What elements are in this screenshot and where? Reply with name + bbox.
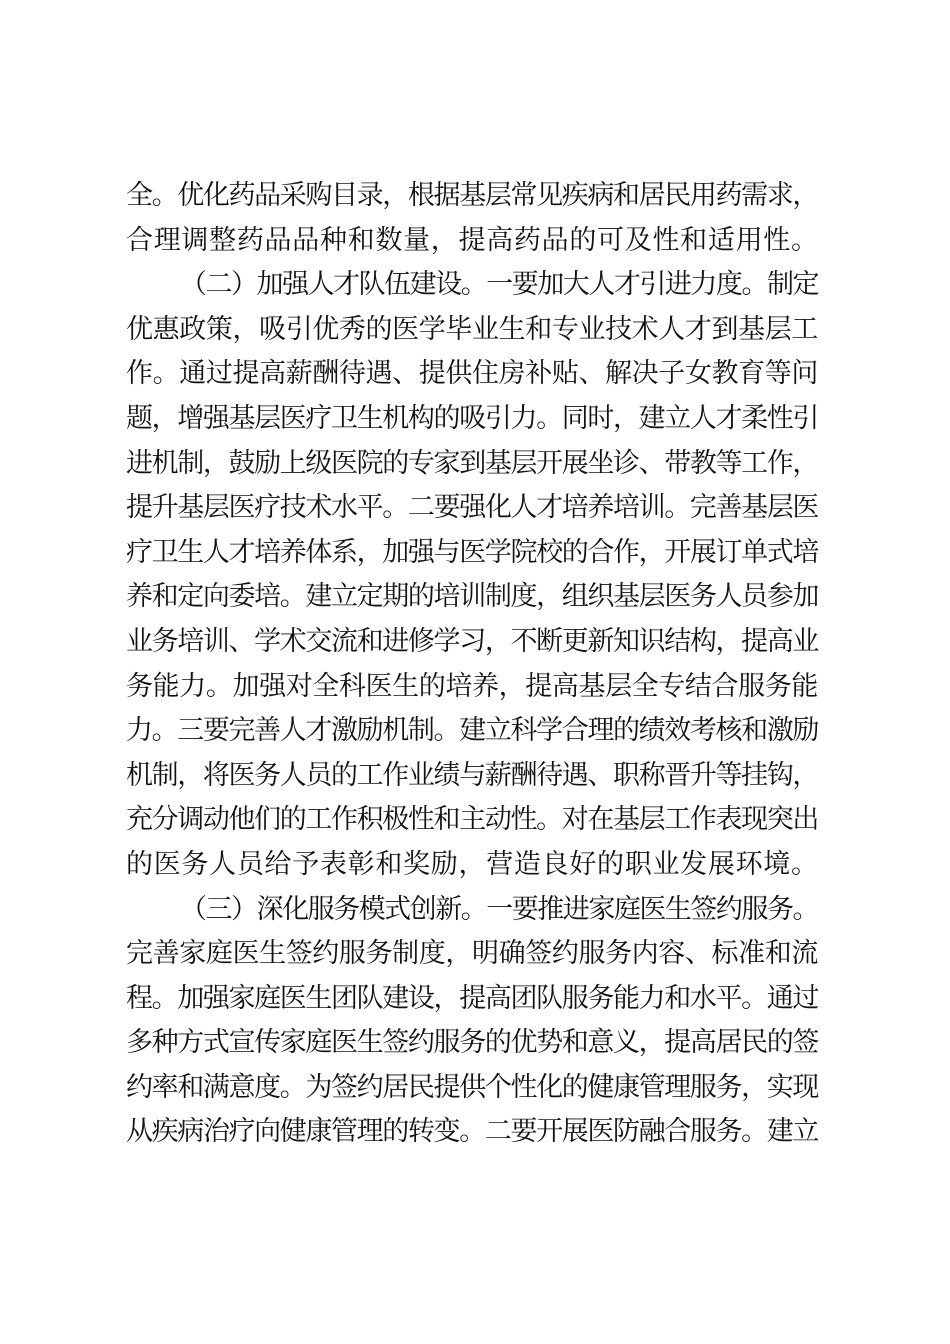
text-line: 作。通过提高薪酬待遇、提供住房补贴、解决子女教育等问 [126, 358, 818, 390]
text-line: 提升基层医疗技术水平。二要强化人才培养培训。完善基层医 [126, 492, 819, 524]
text-line: 优惠政策，吸引优秀的医学毕业生和专业技术人才到基层工 [126, 313, 818, 345]
text-line: 全。优化药品采购目录，根据基层常见疾病和居民用药需求， [126, 180, 819, 211]
text-line: 从疾病治疗向健康管理的转变。二要开展医防融合服务。建立 [126, 1116, 819, 1148]
text-line: 充分调动他们的工作积极性和主动性。对在基层工作表现突出 [126, 804, 819, 836]
text-line: 约率和满意度。为签约居民提供个性化的健康管理服务，实现 [126, 1071, 819, 1103]
text-line: 完善家庭医生签约服务制度，明确签约服务内容、标准和流 [126, 938, 818, 970]
text-line: 力。三要完善人才激励机制。建立科学合理的绩效考核和激励 [126, 715, 819, 747]
text-line: 业务培训、学术交流和进修学习，不断更新知识结构，提高业 [126, 625, 819, 657]
text-line: 程。加强家庭医生团队建设，提高团队服务能力和水平。通过 [126, 982, 819, 1014]
text-line: 疗卫生人才培养体系，加强与医学院校的合作，开展订单式培 [126, 536, 819, 568]
text-line: 题，增强基层医疗卫生机构的吸引力。同时，建立人才柔性引 [126, 402, 819, 434]
text-line: 合理调整药品品种和数量，提高药品的可及性和适用性。 [126, 224, 819, 256]
text-line: 进机制，鼓励上级医院的专家到基层开展坐诊、带教等工作， [126, 447, 819, 479]
text-line: 多种方式宣传家庭医生签约服务的优势和意义，提高居民的签 [126, 1027, 819, 1059]
text-line: （三）深化服务模式创新。一要推进家庭医生签约服务。 [180, 893, 818, 925]
document-body-text [126, 174, 818, 1155]
text-line: 养和定向委培。建立定期的培训制度，组织基层医务人员参加 [126, 581, 819, 613]
text-line: 的医务人员给予表彰和奖励，营造良好的职业发展环境。 [126, 848, 819, 880]
text-line: （二）加强人才队伍建设。一要加大人才引进力度。制定 [180, 269, 818, 301]
text-line: 机制，将医务人员的工作业绩与薪酬待遇、职称晋升等挂钩， [126, 759, 819, 791]
text-line: 务能力。加强对全科医生的培养，提高基层全专结合服务能 [126, 670, 818, 702]
